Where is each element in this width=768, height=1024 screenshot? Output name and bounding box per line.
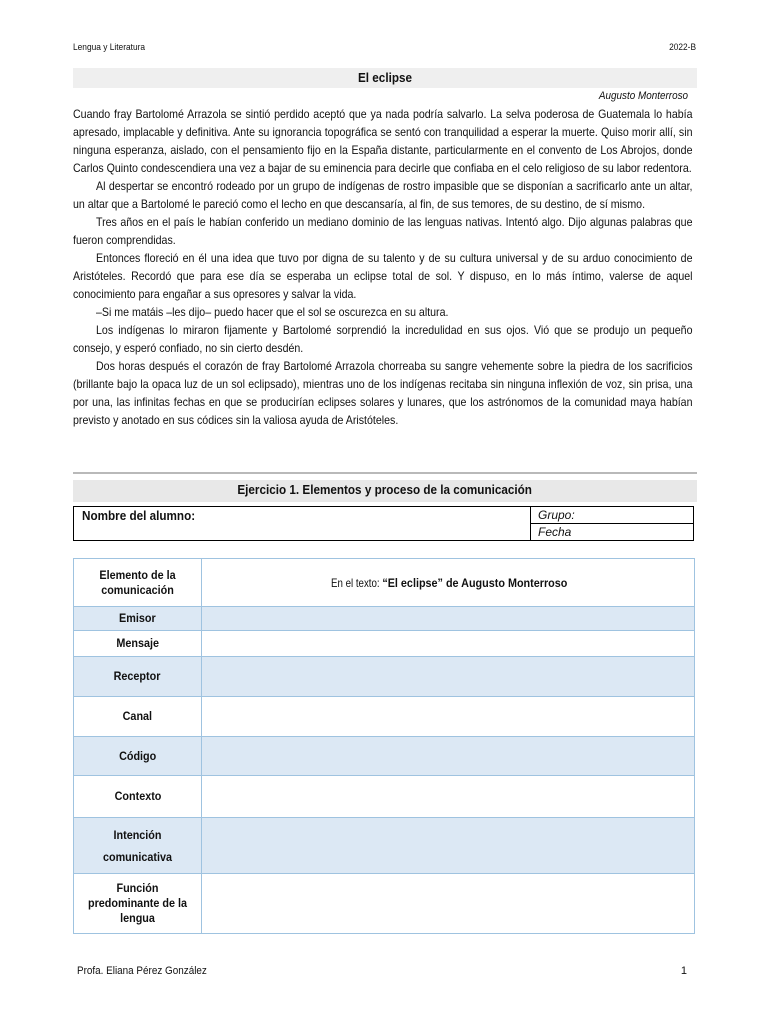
section-divider: [73, 472, 697, 474]
answer-cell-mensaje[interactable]: [202, 631, 695, 657]
table-header-label: Elemento de la comunicación: [74, 559, 202, 607]
header-text-title: “El eclipse” de Augusto Monterroso: [382, 575, 568, 590]
story-title: El eclipse: [357, 70, 412, 85]
page-header: [73, 42, 696, 58]
period-label: 2022-B: [669, 42, 697, 53]
student-info-box: [73, 506, 694, 541]
exercise-title: Ejercicio 1. Elementos y proceso de la comunicación: [237, 482, 533, 497]
table-row: [74, 697, 695, 737]
group-label: Grupo:: [538, 508, 575, 522]
page-footer: [77, 965, 687, 977]
header-text-prefix: En el texto:: [331, 575, 380, 590]
table-row: [74, 631, 695, 657]
story-author: Augusto Monterroso: [598, 90, 688, 102]
row-label-codigo: Código: [74, 737, 202, 776]
table-row: [74, 657, 695, 697]
story-title-bar: [73, 68, 697, 88]
answer-cell-canal[interactable]: [202, 697, 695, 737]
story-paragraph: Tres años en el país le habían conferido un mediano dominio de las lenguas nativas. Intentó algo. Dijo algunas palabras que fueron comprendidas.: [73, 215, 693, 247]
answer-cell-emisor[interactable]: [202, 607, 695, 631]
row-label-canal: Canal: [74, 697, 202, 737]
subject-label: Lengua y Literatura: [73, 42, 146, 53]
story-paragraph: Dos horas después el corazón de fray Bartolomé Arrazola chorreaba su sangre vehemente sobre la piedra de los sacrificios (brillante bajo la opaca luz de un sol eclipsado), mientras uno de los indígenas recitaba sin ninguna inflexión de voz, sin prisa, una por una, las infinitas fechas en que se producirían eclipses solares y lunares, que los astrónomos de la comunidad maya habían previsto y anotado en sus códices sin la valiosa ayuda de Aristóteles.: [73, 359, 693, 427]
table-row: [74, 607, 695, 631]
exercise-title-bar: [73, 480, 697, 502]
story-paragraph: Al despertar se encontró rodeado por un grupo de indígenas de rostro impasible que se disponían a sacrificarlo ante un altar, un altar que a Bartolomé le pareció como el lecho en que descansaría, al fin, de sus temores, de su destino, de sí mismo.: [73, 179, 693, 211]
row-label-emisor: Emisor: [74, 607, 202, 631]
communication-elements-table: [73, 558, 695, 934]
teacher-name: Profa. Eliana Pérez González: [77, 965, 207, 977]
table-row: [74, 874, 695, 934]
table-row: [74, 818, 695, 874]
story-paragraph: –Si me matáis –les dijo– puedo hacer que el sol se oscurezca en su altura.: [96, 305, 449, 319]
table-row: [74, 737, 695, 776]
page-number: 1: [680, 965, 687, 977]
answer-cell-intencion[interactable]: [202, 818, 695, 874]
answer-cell-receptor[interactable]: [202, 657, 695, 697]
table-header-text: [202, 559, 695, 607]
answer-cell-funcion[interactable]: [202, 874, 695, 934]
table-row: [74, 776, 695, 818]
date-label: Fecha: [538, 525, 572, 539]
row-label-intencion: Intención comunicativa: [74, 818, 202, 874]
table-header-row: [74, 559, 695, 607]
row-label-receptor: Receptor: [74, 657, 202, 697]
answer-cell-contexto[interactable]: [202, 776, 695, 818]
story-text: [73, 105, 693, 429]
story-paragraph: Entonces floreció en él una idea que tuvo por digna de su talento y de su cultura universal y de su arduo conocimiento de Aristóteles. Recordó que para ese día se esperaba un eclipse total de sol. Y dispuso, en lo más íntimo, valerse de aquel conocimiento para engañar a sus opresores y salvar la vida.: [73, 251, 693, 301]
story-paragraph: Los indígenas lo miraron fijamente y Bartolomé sorprendió la incredulidad en sus ojos. Vió que se produjo un pequeño consejo, y esperó confiado, no sin cierto desdén.: [73, 323, 693, 355]
row-label-contexto: Contexto: [74, 776, 202, 818]
story-paragraph: Cuando fray Bartolomé Arrazola se sintió perdido aceptó que ya nada podría salvarlo. La selva poderosa de Guatemala lo había apresado, implacable y definitiva. Ante su ignorancia topográfica se sentó con tranquilidad a esperar la muerte. Quiso morir allí, sin ninguna esperanza, aislado, con el pensamiento fijo en la España distante, particularmente en el convento de Los Abrojos, donde Carlos Quinto condescendiera una vez a bajar de su eminencia para decirle que confiaba en el celo religioso de su labor redentora.: [73, 107, 693, 175]
row-label-funcion: Función predominante de la lengua: [74, 874, 202, 934]
row-label-mensaje: Mensaje: [74, 631, 202, 657]
answer-cell-codigo[interactable]: [202, 737, 695, 776]
student-box-divider: [530, 523, 693, 524]
student-name-label: Nombre del alumno:: [82, 508, 196, 523]
